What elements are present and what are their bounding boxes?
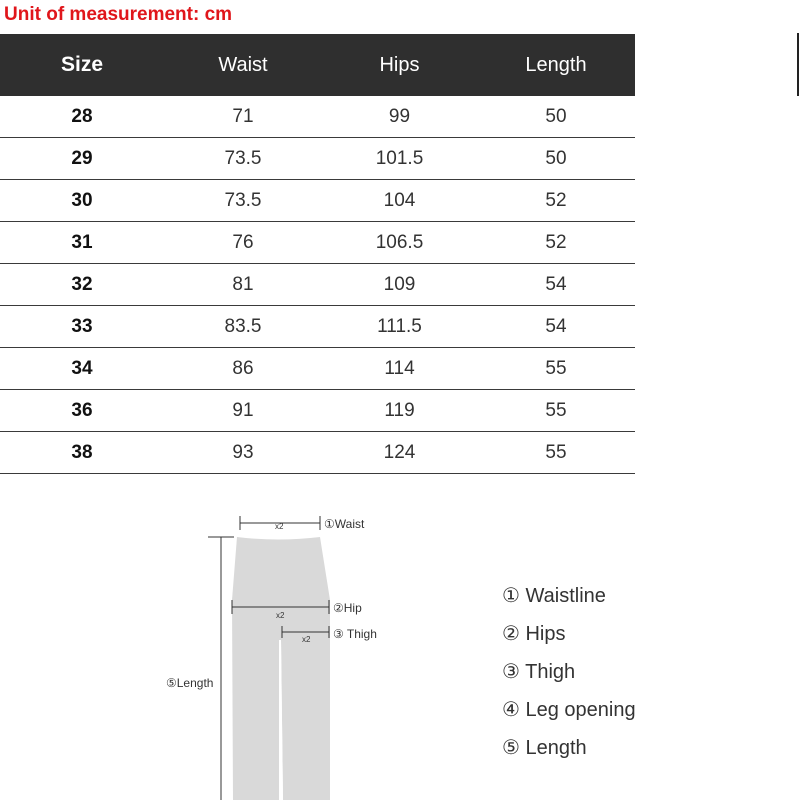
hip-label: ②Hip — [333, 601, 362, 615]
cell-length: 54 — [477, 264, 635, 306]
cell-hips: 114 — [322, 348, 477, 390]
header-waist: Waist — [164, 34, 322, 96]
waist-x2-label: x2 — [275, 522, 284, 531]
cell-length: 54 — [477, 306, 635, 348]
cell-length: 55 — [477, 348, 635, 390]
measurement-legend — [502, 583, 636, 773]
cell-hips: 99 — [322, 96, 477, 138]
cell-length: 55 — [477, 432, 635, 474]
cell-hips: 101.5 — [322, 138, 477, 180]
legend-item-length: ⑤ Length — [502, 737, 587, 759]
cell-size: 34 — [0, 348, 164, 390]
header-size: Size — [0, 34, 164, 96]
cell-size: 29 — [0, 138, 164, 180]
cell-length: 50 — [477, 96, 635, 138]
cell-hips: 106.5 — [322, 222, 477, 264]
cell-length: 52 — [477, 180, 635, 222]
cell-hips: 109 — [322, 264, 477, 306]
cell-length: 50 — [477, 138, 635, 180]
cell-size: 33 — [0, 306, 164, 348]
cell-waist: 73.5 — [164, 180, 322, 222]
unit-of-measurement-caption: Unit of measurement: cm — [4, 4, 233, 25]
cell-hips: 104 — [322, 180, 477, 222]
cell-length: 52 — [477, 222, 635, 264]
cell-waist: 81 — [164, 264, 322, 306]
thigh-label: ③ Thigh — [333, 627, 377, 641]
cell-hips: 119 — [322, 390, 477, 432]
cell-size: 28 — [0, 96, 164, 138]
legend-item-hips: ② Hips — [502, 623, 566, 645]
length-label: ⑤Length — [166, 676, 214, 690]
cell-waist: 83.5 — [164, 306, 322, 348]
cell-size: 31 — [0, 222, 164, 264]
cell-waist: 86 — [164, 348, 322, 390]
cell-size: 36 — [0, 390, 164, 432]
cell-size: 30 — [0, 180, 164, 222]
legend-item-waistline: ① Waistline — [502, 585, 606, 607]
header-length: Length — [477, 34, 635, 96]
thigh-x2-label: x2 — [302, 635, 311, 644]
cell-length: 55 — [477, 390, 635, 432]
cell-size: 32 — [0, 264, 164, 306]
cell-hips: 111.5 — [322, 306, 477, 348]
cell-waist: 91 — [164, 390, 322, 432]
cell-waist: 71 — [164, 96, 322, 138]
cell-waist: 93 — [164, 432, 322, 474]
cell-waist: 73.5 — [164, 138, 322, 180]
cell-waist: 76 — [164, 222, 322, 264]
legend-item-leg-opening: ④ Leg opening — [502, 699, 636, 721]
length-measure-line — [208, 537, 234, 800]
cell-size: 38 — [0, 432, 164, 474]
header-hips: Hips — [322, 34, 477, 96]
cell-hips: 124 — [322, 432, 477, 474]
legend-item-thigh: ③ Thigh — [502, 661, 576, 683]
hip-x2-label: x2 — [276, 611, 285, 620]
waist-label: ①Waist — [324, 517, 365, 531]
